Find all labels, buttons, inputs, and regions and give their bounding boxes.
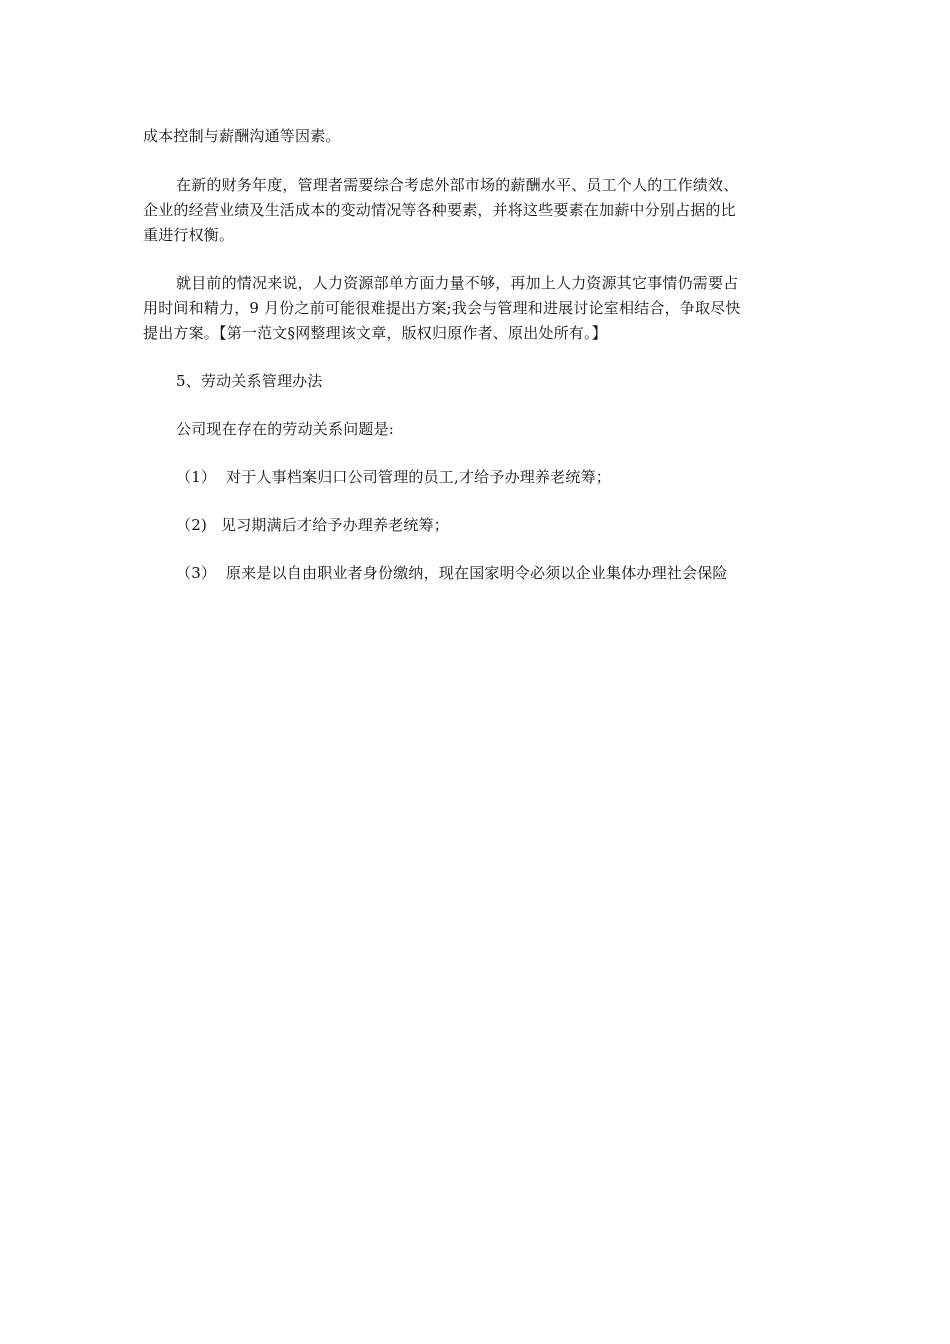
text-line: 成本控制与薪酬沟通等因素。: [143, 127, 341, 145]
list-item-number: （3）: [176, 564, 217, 582]
list-item: [143, 466, 611, 488]
list-item-text: 原来是以自由职业者身份缴纳，现在国家明令必须以企业集体办理社会保险: [226, 564, 728, 582]
list-item-text: 见习期满后才给予办理养老统筹；: [221, 516, 450, 534]
list-item-text: 对于人事档案归口公司管理的员工,才给予办理养老统筹；: [226, 468, 611, 486]
list-item-number: （2): [176, 516, 207, 534]
intro-line: 公司现在存在的劳动关系问题是:: [176, 420, 395, 438]
paragraph-line: 提出方案。【第一范文§网整理该文章，版权归原作者、原出处所有。】: [143, 324, 607, 342]
paragraph-line: 就目前的情况来说，人力资源部单方面力量不够，再加上人力资源其它事情仍需要占: [176, 274, 739, 292]
list-item: [143, 514, 449, 536]
paragraph-line: 重进行权衡。: [143, 226, 235, 244]
paragraph-line: 用时间和精力，9 月份之前可能很难提出方案;我会与管理和进展讨论室相结合，争取尽快: [143, 299, 741, 317]
list-item-number: （1）: [176, 468, 217, 486]
list-item: [143, 562, 728, 584]
section-heading: 5、劳动关系管理办法: [176, 372, 323, 390]
paragraph-line: 企业的经营业绩及生活成本的变动情况等各种要素，并将这些要素在加薪中分别占据的比: [143, 201, 736, 219]
paragraph-line: 在新的财务年度，管理者需要综合考虑外部市场的薪酬水平、员工个人的工作绩效、: [176, 176, 739, 194]
